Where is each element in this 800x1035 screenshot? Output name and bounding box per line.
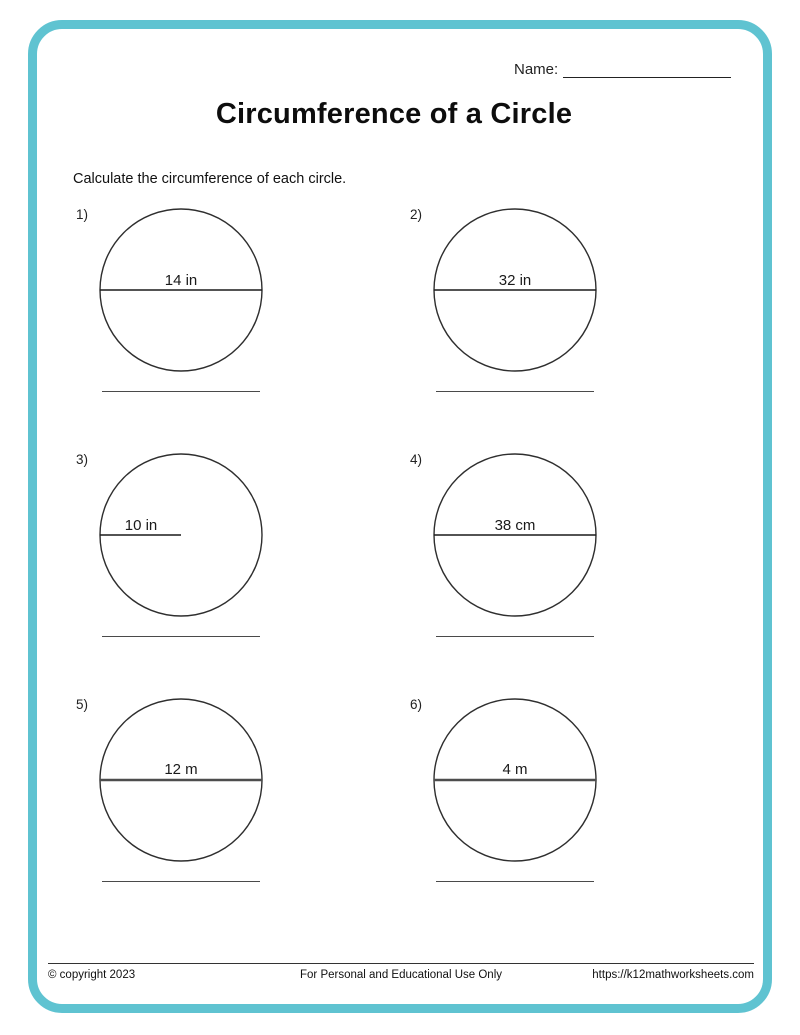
page-title: Circumference of a Circle [215, 98, 573, 130]
problem-number: 2) [410, 207, 423, 222]
answer-line[interactable] [436, 636, 594, 637]
circle-diagram [70, 450, 300, 650]
name-field-row [514, 60, 731, 78]
circle-diagram [404, 450, 634, 650]
problem-number: 4) [410, 452, 423, 467]
answer-line[interactable] [102, 881, 260, 882]
problem-number: 6) [410, 697, 423, 712]
problem-1 [70, 205, 300, 405]
circle-diagram [70, 695, 300, 895]
footer-usage-text: For Personal and Educational Use Only [300, 969, 502, 981]
problem-5 [70, 695, 300, 895]
problem-2 [404, 205, 634, 405]
diameter-label: 14 in [164, 272, 198, 289]
circle-diagram [70, 205, 300, 405]
diameter-label: 38 cm [494, 517, 536, 534]
circle-diagram [404, 695, 634, 895]
diameter-label: 32 in [498, 272, 532, 289]
circle-diagram [404, 205, 634, 405]
answer-line[interactable] [102, 636, 260, 637]
name-write-in-line[interactable] [563, 60, 731, 78]
radius-label: 10 in [124, 517, 158, 534]
problem-number: 5) [76, 697, 89, 712]
diameter-label: 4 m [502, 761, 528, 778]
problem-number: 3) [76, 452, 89, 467]
answer-line[interactable] [436, 881, 594, 882]
problem-number: 1) [76, 207, 89, 222]
footer-url: https://k12mathworksheets.com [592, 969, 754, 981]
diameter-label: 12 m [164, 761, 198, 778]
answer-line[interactable] [102, 391, 260, 392]
problem-4 [404, 450, 634, 650]
problem-6 [404, 695, 634, 895]
name-label: Name: [514, 61, 559, 78]
answer-line[interactable] [436, 391, 594, 392]
footer [48, 963, 754, 981]
footer-copyright: © copyright 2023 [48, 969, 136, 981]
instruction-text: Calculate the circumference of each circle. [73, 171, 347, 187]
problem-3 [70, 450, 300, 650]
